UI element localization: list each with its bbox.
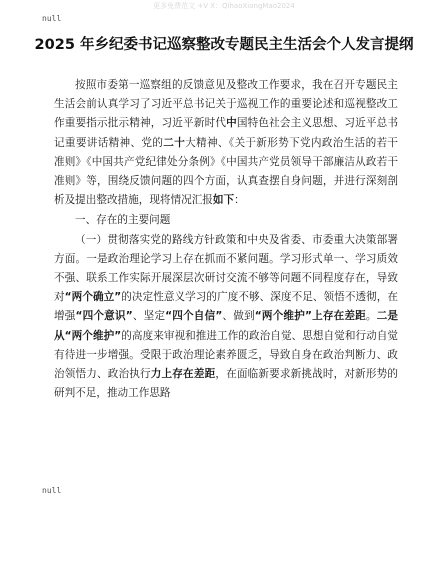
intro-run-bold: 中 — [226, 117, 237, 130]
section-run-bold: 力上存在差距 — [150, 368, 216, 381]
intro-run: ： — [234, 194, 245, 207]
intro-run: 按照市委第一巡察组的反馈意见及整改工作要求，我在召开专题民主生活会前认真学习了习近平总书记关于巡视工作的重要论述和巡视整改工作重要指示批示精神，习近平新时代 — [54, 79, 398, 130]
null-marker-bottom: null — [42, 486, 62, 495]
section-run: 的决定性意义学习的广度不够、深度不足、领悟不透彻，在增强 — [54, 291, 398, 323]
section-heading: 一、存在的主要问题 — [75, 214, 171, 227]
section-run: （一）贯彻落实党的路线方针政策和中央及省委、市委重大决策部署方面。一是政治理论学习上存在抓而不紧问题。学习形式单一、学习质效不强、联系工作实际开展深层次研讨交流不够等问题不同程度存在，导致对 — [54, 233, 398, 304]
section-run: 的高度来审视和推进工作的政治自觉、思想自觉和行动自觉有待进一步增强。受限于政治理论素养匮乏，导致自身在政治判断力、政治领悟力、政治执行 — [54, 329, 398, 381]
null-marker-top: null — [42, 14, 62, 23]
document-title: 2025 年乡纪委书记巡察整改专题民主生活会个人发言提纲 — [34, 37, 414, 53]
section-run-bold: “四个意识” — [75, 310, 133, 323]
section-paragraph — [54, 231, 398, 404]
section-run-bold: 二是从“两个维护” — [54, 310, 399, 342]
intro-paragraph — [54, 76, 398, 210]
section-run: ，在面临新要求新挑战时，对新形势的研判不足，推动工作思路 — [54, 368, 399, 400]
section-run-bold: “两个确立” — [64, 291, 122, 304]
section-run-bold: “四个自信” — [165, 310, 223, 323]
watermark-text: 更多免费范文 +V X：QihaoXiongMao2024 — [153, 2, 295, 10]
section-run: 。 — [365, 310, 377, 323]
section-run: 、坚定 — [132, 310, 166, 323]
intro-run-bold: 如下 — [212, 194, 235, 207]
intro-run-bold: 二十 — [163, 136, 186, 149]
section-run-bold: “两个维护”上存在差距 — [254, 310, 366, 323]
intro-run: 国特色社会主义思想、习近平总书记重要讲话精神、党的 — [54, 117, 399, 149]
document-body — [54, 76, 398, 403]
intro-run: 大精神、《关于新形势下党内政治生活的若干准则》《中国共产党纪律处分条例》《中国共产党员领导干部廉洁从政若干准则》等，围绕反馈问题的四个方面，认真查摆自身问题，并进行深刻剖析及提出整改措施，现将情况汇报 — [54, 136, 399, 207]
section-run: 、做到 — [222, 310, 255, 323]
